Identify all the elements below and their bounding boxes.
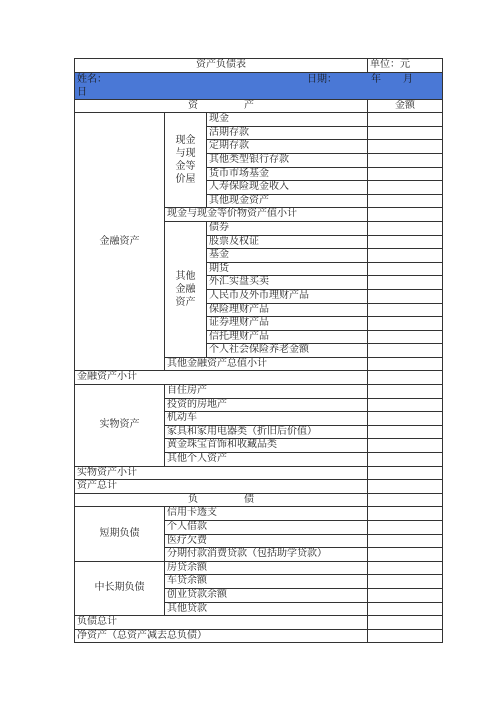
cash-item: 其他现金资产: [207, 194, 368, 208]
assets-section-title: [75, 99, 368, 113]
amount-cell[interactable]: [368, 262, 443, 276]
table-row: [75, 385, 443, 399]
amount-cell[interactable]: [368, 140, 443, 154]
other-financial-item: 个人社会保险养老金额: [207, 344, 368, 358]
table-row: [75, 480, 443, 494]
amount-cell[interactable]: [368, 153, 443, 167]
other-financial-group-label: [165, 221, 207, 357]
other-financial-item: 基金: [207, 249, 368, 263]
amount-cell[interactable]: [368, 466, 443, 480]
amount-cell[interactable]: [368, 303, 443, 317]
amount-cell[interactable]: [368, 561, 443, 575]
amount-cell[interactable]: [368, 371, 443, 385]
amount-cell[interactable]: [368, 289, 443, 303]
table-row: [75, 561, 443, 575]
short-term-item: 个人借款: [165, 521, 368, 535]
amount-cell[interactable]: [368, 480, 443, 494]
date-label: 日期：: [307, 73, 337, 85]
assets-title-b: 产: [244, 99, 254, 111]
other-financial-subtotal-label: 其他金融资产总值小计: [165, 357, 368, 371]
amount-cell[interactable]: [368, 113, 443, 127]
other-financial-item: 证券理财产品: [207, 317, 368, 331]
info-cell: [75, 72, 443, 99]
amount-cell[interactable]: [368, 317, 443, 331]
table-row: [75, 629, 443, 643]
physical-item: 家具和家用电器类（折旧后价值）: [165, 425, 368, 439]
physical-item: 投资的房地产: [165, 398, 368, 412]
cash-item: 活期存款: [207, 126, 368, 140]
long-term-item: 房贷余额: [165, 561, 368, 575]
title-row: [75, 59, 443, 73]
table-row: [75, 616, 443, 630]
amount-cell[interactable]: [368, 126, 443, 140]
other-financial-item: 债券: [207, 221, 368, 235]
amount-cell[interactable]: [368, 602, 443, 616]
amount-cell[interactable]: [368, 167, 443, 181]
liabilities-title-a: 负: [188, 493, 198, 505]
amount-cell[interactable]: [368, 357, 443, 371]
total-liabilities-label: 负债总计: [75, 616, 368, 630]
physical-subtotal-label: 实物资产小计: [75, 466, 368, 480]
cash-item: 货币市场基金: [207, 167, 368, 181]
amount-cell[interactable]: [368, 344, 443, 358]
amount-cell[interactable]: [368, 507, 443, 521]
info-row: [75, 72, 443, 99]
sheet-title: 资产负债表: [75, 59, 368, 73]
long-term-item: 其他贷款: [165, 602, 368, 616]
amount-cell[interactable]: [368, 194, 443, 208]
amount-cell[interactable]: [368, 330, 443, 344]
cash-item: 人寿保险现金收入: [207, 181, 368, 195]
long-term-item: 车贷余额: [165, 575, 368, 589]
physical-item: 自住房产: [165, 385, 368, 399]
cash-item: 现金: [207, 113, 368, 127]
cash-group-label: [165, 113, 207, 208]
table-row: [75, 371, 443, 385]
table-row: [75, 113, 443, 127]
other-financial-item: 保险理财产品: [207, 303, 368, 317]
month-label: 月: [403, 73, 413, 85]
amount-cell[interactable]: [368, 439, 443, 453]
day-label: 日: [77, 86, 87, 98]
long-term-item: 创业贷款余额: [165, 588, 368, 602]
amount-cell[interactable]: [368, 276, 443, 290]
amount-cell[interactable]: [368, 629, 443, 643]
amount-cell[interactable]: [368, 575, 443, 589]
table-row: [75, 466, 443, 480]
amount-cell[interactable]: [368, 249, 443, 263]
amount-cell[interactable]: [368, 221, 443, 235]
liabilities-header-row: [75, 493, 443, 507]
assets-header-row: [75, 99, 443, 113]
liabilities-title-b: 债: [244, 493, 254, 505]
other-financial-item: 人民币及外币理财产品: [207, 289, 368, 303]
unit-label: 单位：元: [368, 59, 443, 73]
cash-item: 定期存款: [207, 140, 368, 154]
physical-assets-label: 实物资产: [75, 385, 165, 467]
short-term-item: 信用卡透支: [165, 507, 368, 521]
amount-cell[interactable]: [368, 181, 443, 195]
other-financial-item: 股票及权证: [207, 235, 368, 249]
amount-cell[interactable]: [368, 385, 443, 399]
amount-cell[interactable]: [368, 453, 443, 467]
financial-subtotal-label: 金融资产小计: [75, 371, 368, 385]
long-term-liabilities-label: 中长期负债: [75, 561, 165, 615]
financial-assets-label: 金融资产: [75, 113, 165, 371]
other-financial-item: 期货: [207, 262, 368, 276]
amount-cell[interactable]: [368, 208, 443, 222]
amount-cell[interactable]: [368, 521, 443, 535]
amount-cell[interactable]: [368, 588, 443, 602]
net-assets-label: 净资产（总资产减去总负债）: [75, 629, 368, 643]
name-label: 姓名：: [77, 73, 107, 85]
amount-header: 金额: [368, 99, 443, 113]
physical-item: 机动车: [165, 412, 368, 426]
other-financial-item: 信托理财产品: [207, 330, 368, 344]
amount-cell[interactable]: [368, 412, 443, 426]
other-group-text: 其他金融资产: [175, 270, 196, 308]
short-term-item: 分期付款消费贷款（包括助学贷款）: [165, 548, 368, 562]
amount-cell[interactable]: [368, 548, 443, 562]
amount-cell[interactable]: [368, 398, 443, 412]
physical-item: 黄金珠宝首饰和收藏品类: [165, 439, 368, 453]
amount-cell[interactable]: [368, 235, 443, 249]
amount-cell[interactable]: [368, 425, 443, 439]
cash-group-text: 现金与现金等价屋: [175, 135, 196, 186]
liabilities-section-title: [75, 493, 368, 507]
amount-cell: [368, 493, 443, 507]
total-assets-label: 资产总计: [75, 480, 368, 494]
year-label: 年: [371, 73, 381, 85]
balance-sheet-table: [74, 58, 443, 643]
amount-cell[interactable]: [368, 534, 443, 548]
cash-item: 其他类型银行存款: [207, 153, 368, 167]
amount-cell[interactable]: [368, 616, 443, 630]
table-row: [75, 507, 443, 521]
balance-sheet: [74, 58, 442, 643]
assets-title-a: 资: [188, 99, 198, 111]
cash-subtotal-label: 现金与现金等价物资产值小计: [165, 208, 368, 222]
physical-item: 其他个人资产: [165, 453, 368, 467]
short-term-item: 医疗欠费: [165, 534, 368, 548]
other-financial-item: 外汇实盘买卖: [207, 276, 368, 290]
short-term-liabilities-label: 短期负债: [75, 507, 165, 561]
